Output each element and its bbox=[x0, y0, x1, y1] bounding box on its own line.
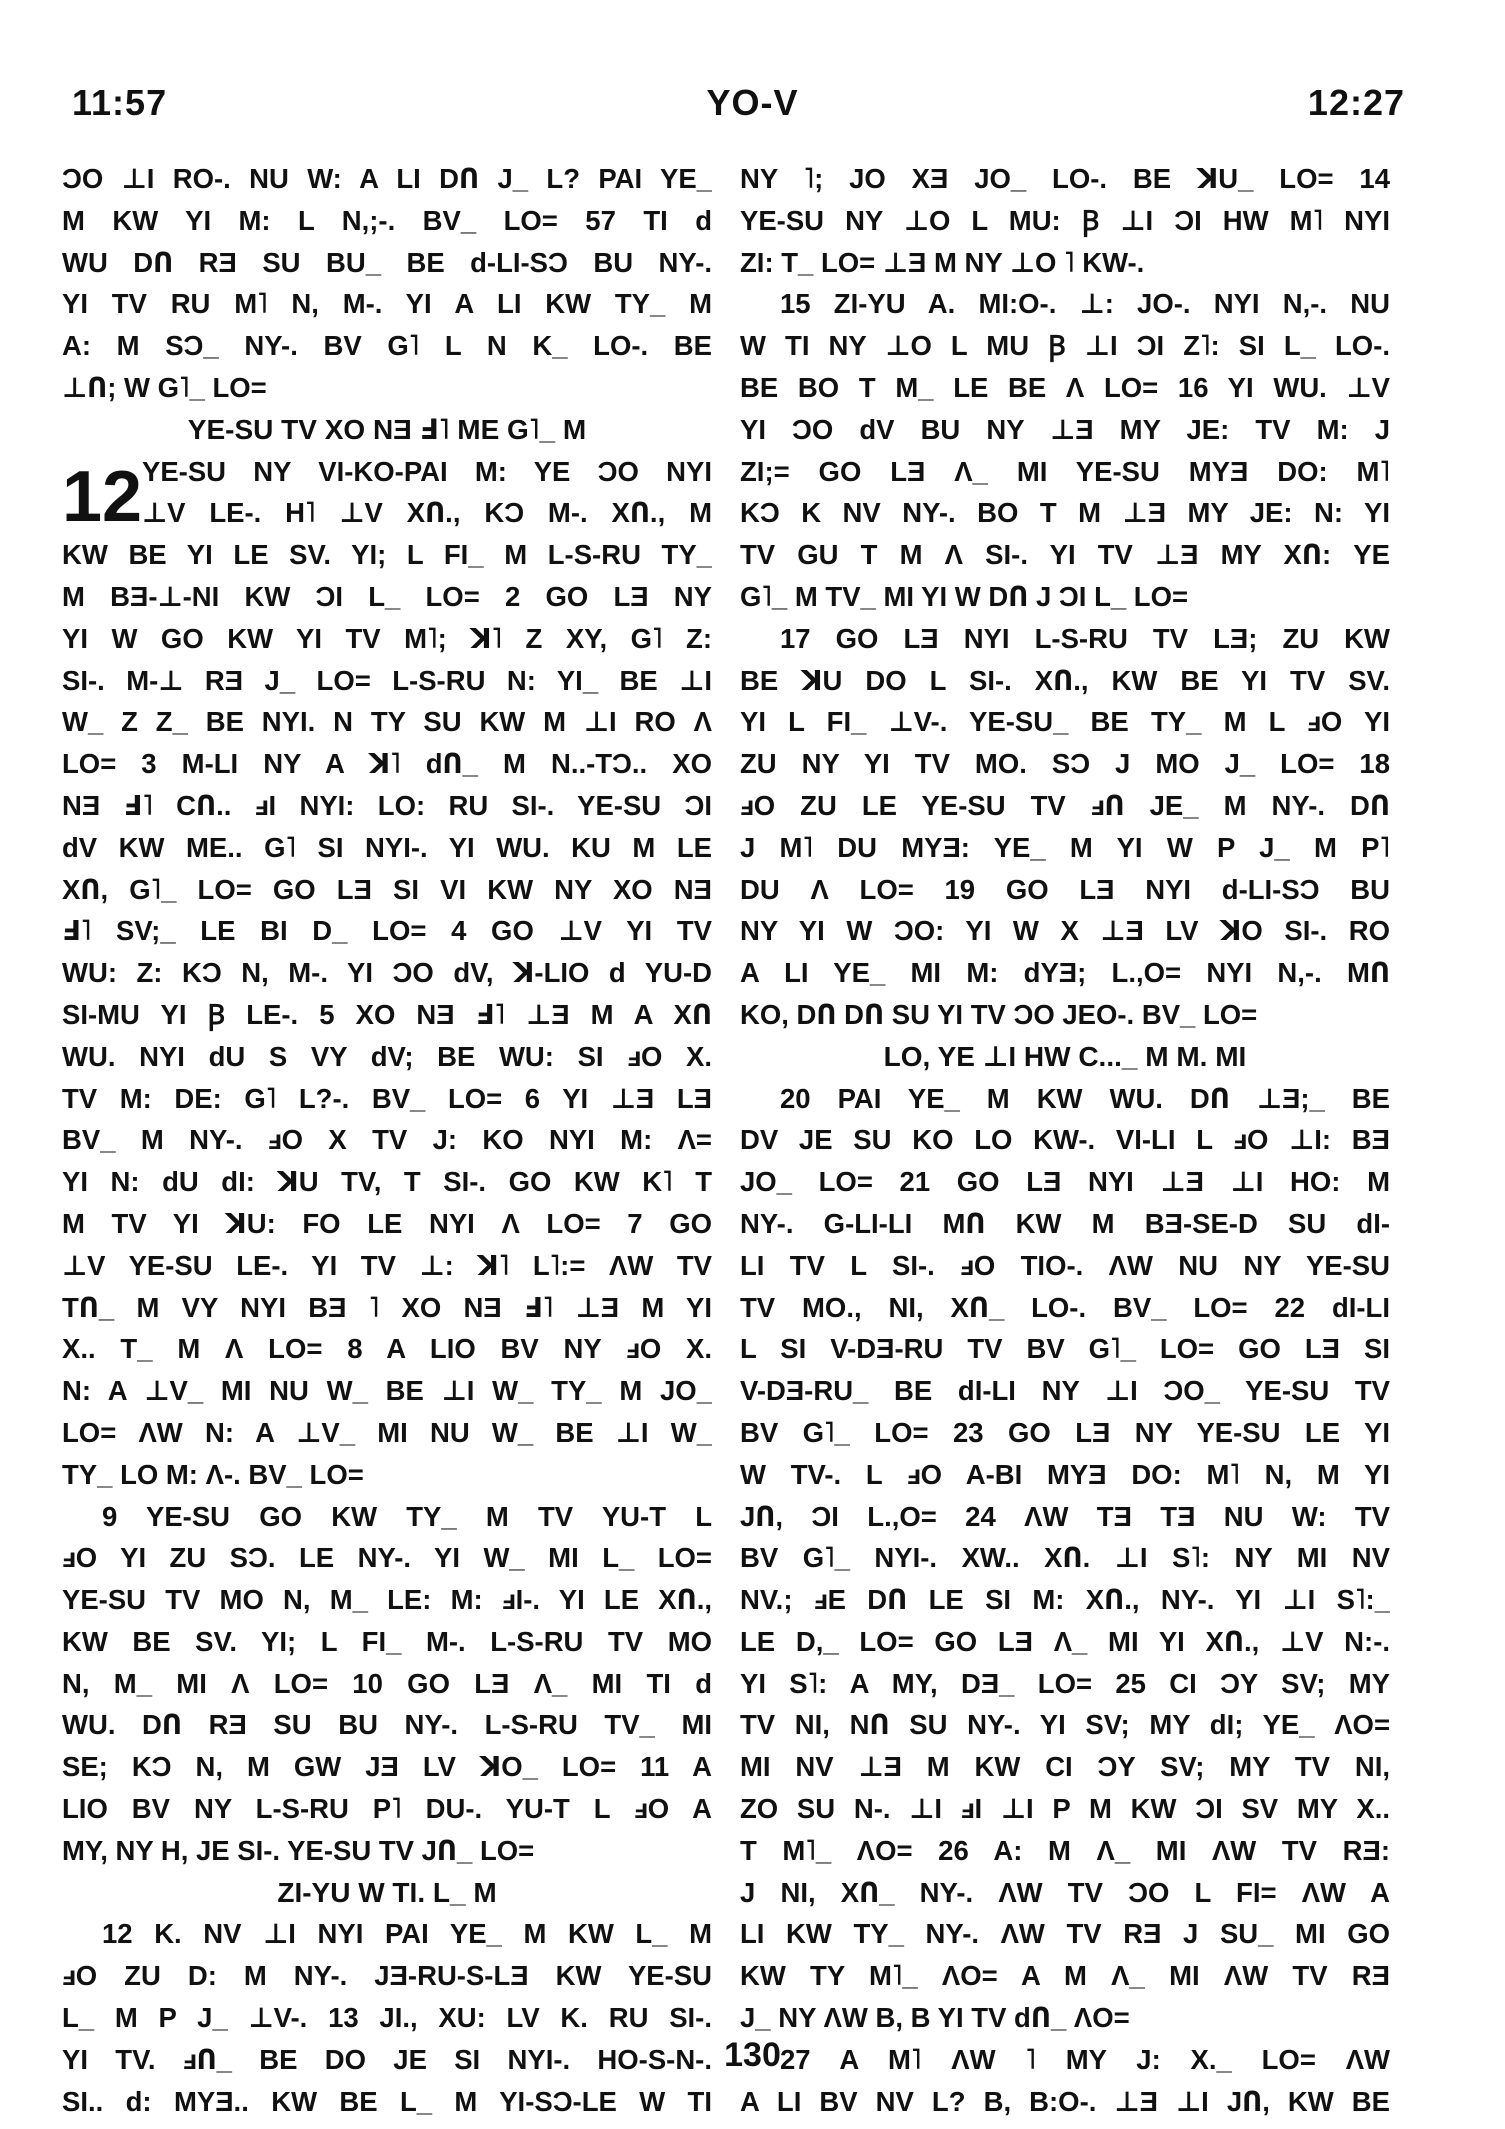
text-line: YI TV. ⅎՈ_ BE DO JE SI NYI-. HO-S-N-. bbox=[62, 2043, 712, 2075]
text-line: KO, DՈ DՈ SU YI TV ƆO JEO-. BV_ LO= bbox=[740, 998, 1258, 1030]
text-line: YI ƆO dV BU NY ⊥Ǝ MY JE: TV M: J bbox=[740, 413, 1390, 445]
text-line: BE ꓘU DO L SI-. XՈ., KW BE YI TV SV. bbox=[740, 664, 1390, 696]
text-line: XՈ, G˥_ LO= GO LƎ SI VI KW NY XO NƎ bbox=[62, 873, 712, 905]
text-line: 15 ZI-YU A. MI:O-. ⊥: JO-. NYI N,-. NU bbox=[780, 288, 1390, 320]
left-block-1 bbox=[62, 158, 712, 409]
text-line: ƆO ⊥I RO-. NU W: A LI DՈ J_ L? PAI YE_ bbox=[62, 163, 712, 194]
text-line: SI-. M-⊥ RƎ J_ LO= L-S-RU N: YI_ BE ⊥I bbox=[62, 664, 712, 696]
text-line: ⊥V LE-. H˥ ⊥V XՈ., KƆ M-. XՈ., M bbox=[142, 497, 712, 529]
text-line: WU DՈ RƎ SU BU_ BE d-LI-SƆ BU NY-. bbox=[62, 246, 712, 278]
text-line: ⊥Ո; W G˥_ LO= bbox=[62, 371, 267, 403]
text-line: N: A ⊥V_ MI NU W_ BE ⊥I W_ TY_ M JO_ bbox=[62, 1375, 712, 1407]
text-line: Ⅎ˥ SV;_ LE BI D_ LO= 4 GO ⊥V YI TV bbox=[62, 915, 712, 947]
text-line: ZU NY YI TV MO. SƆ J MO J_ LO= 18 bbox=[740, 748, 1390, 780]
right-block-4 bbox=[740, 1078, 1390, 2039]
text-line: BE BO T M_ LE BE Λ LO= 16 YI WU. ⊥V bbox=[740, 371, 1390, 403]
chapter-number: 12 bbox=[62, 456, 143, 537]
text-line: TV MO., NI, XՈ_ LO-. BV_ LO= 22 dI-LI bbox=[740, 1291, 1390, 1323]
text-line: TV M: DE: G˥ L?-. BV_ LO= 6 YI ⊥Ǝ LƎ bbox=[62, 1082, 712, 1114]
text-line: L_ M P J_ ⊥V-. 13 JI., XU: LV K. RU SI-. bbox=[62, 2002, 712, 2034]
right-block-3 bbox=[740, 618, 1390, 1036]
text-line: MI NV ⊥Ǝ M KW CI ƆY SV; MY TV NI, bbox=[740, 1751, 1390, 1783]
text-line: YE-SU NY ⊥O L MU: Ꞵ ⊥I ƆI HW M˥ NYI bbox=[740, 204, 1390, 236]
right-block-1 bbox=[740, 158, 1390, 283]
text-line: X.. T_ M Λ LO= 8 A LIO BV NY ⅎO X. bbox=[62, 1333, 712, 1365]
text-line: MY, NY H, JE SI-. YE-SU TV JՈ_ LO= bbox=[62, 1834, 535, 1866]
text-line: WU. NYI dU S VY dV; BE WU: SI ⅎO X. bbox=[62, 1040, 712, 1072]
text-line: 9 YE-SU GO KW TY_ M TV YU-T L bbox=[102, 1500, 712, 1532]
text-line: LI KW TY_ NY-. ΛW TV RƎ J SU_ MI GO bbox=[740, 1918, 1390, 1950]
text-line: M BƎ-⊥-NI KW ƆI L_ LO= 2 GO LƎ NY bbox=[62, 580, 712, 612]
right-block-2 bbox=[740, 283, 1390, 617]
text-line: 20 PAI YE_ M KW WU. DՈ ⊥Ǝ;_ BE bbox=[780, 1082, 1390, 1114]
text-line: YE-SU TV MO N, M_ LE: M: ⅎI-. YI LE XՈ., bbox=[62, 1584, 712, 1616]
text-line: JՈ, ƆI L.,O= 24 ΛW TƎ TƎ NU W: TV bbox=[740, 1500, 1390, 1532]
text-line: LO= ΛW N: A ⊥V_ MI NU W_ BE ⊥I W_ bbox=[62, 1416, 712, 1448]
chapter-start bbox=[62, 451, 712, 535]
text-line: G˥_ M TV_ MI YI W DՈ J ƆI L_ LO= bbox=[740, 580, 1189, 612]
text-line: WU: Z: KƆ N, M-. YI ƆO dV, ꓘ-LIO d YU-D bbox=[62, 957, 712, 989]
text-line: LI TV L SI-. ⅎO TIO-. ΛW NU NY YE-SU bbox=[740, 1249, 1390, 1281]
text-line: ⅎO ZU LE YE-SU TV ⅎՈ JE_ M NY-. DՈ bbox=[740, 789, 1390, 821]
text-line: LE D,_ LO= GO LƎ Λ_ MI YI XՈ., ⊥V N:-. bbox=[740, 1625, 1390, 1657]
chapter-first-lines bbox=[142, 451, 712, 535]
text-line: WU. DՈ RƎ SU BU NY-. L-S-RU TV_ MI bbox=[62, 1709, 712, 1741]
left-block-3 bbox=[62, 1496, 712, 1872]
text-line: LO= 3 M-LI NY A ꓘ˥ dՈ_ M N..-TƆ.. XO bbox=[62, 748, 712, 780]
text-line: A LI BV NV L? B, B:O-. ⊥Ǝ ⊥I JՈ, KW BE bbox=[740, 2085, 1390, 2117]
text-line: L SI V-DƎ-RU TV BV G˥_ LO= GO LƎ SI bbox=[740, 1333, 1390, 1365]
text-line: TV GU T M Λ SI-. YI TV ⊥Ǝ MY XՈ: YE bbox=[740, 539, 1390, 571]
text-line: ZI;= GO LƎ Λ_ MI YE-SU MYƎ DO: M˥ bbox=[740, 455, 1390, 487]
text-line: 27 A M˥ ΛW ˥ MY J: X._ LO= ΛW bbox=[780, 2043, 1390, 2075]
text-line: NY ˥; JO XƎ JO_ LO-. BE ꓘU_ LO= 14 bbox=[740, 163, 1390, 194]
header-left-time: 11:57 bbox=[72, 82, 168, 123]
header-book-title: YO-V bbox=[706, 82, 799, 123]
text-line: TV NI, NՈ SU NY-. YI SV; MY dI; YE_ ΛO= bbox=[740, 1709, 1390, 1741]
right-column bbox=[740, 158, 1390, 2122]
text-line: YI W GO KW YI TV M˥; ꓘ˥ Z XY, G˥ Z: bbox=[62, 622, 712, 654]
text-line: M TV YI ꓘU: FO LE NYI Λ LO= 7 GO bbox=[62, 1207, 712, 1239]
page-number: 130 bbox=[724, 2036, 781, 2074]
text-line: A: M SƆ_ NY-. BV G˥ L N K_ LO-. BE bbox=[62, 330, 712, 362]
text-line: 17 GO LƎ NYI L-S-RU TV LƎ; ZU KW bbox=[780, 622, 1390, 654]
text-line: KW BE SV. YI; L FI_ M-. L-S-RU TV MO bbox=[62, 1625, 712, 1657]
left-block-2 bbox=[62, 534, 712, 1495]
text-line: ⅎO ZU D: M NY-. JƎ-RU-S-LƎ KW YE-SU bbox=[62, 1960, 712, 1992]
left-column bbox=[62, 158, 712, 2122]
text-line: LIO BV NY L-S-RU P˥ DU-. YU-T L ⅎO A bbox=[62, 1793, 712, 1825]
text-line: YI TV RU M˥ N, M-. YI A LI KW TY_ M bbox=[62, 288, 712, 320]
text-line: N, M_ MI Λ LO= 10 GO LƎ Λ_ MI TI d bbox=[62, 1667, 712, 1699]
text-line: YI S˥: A MY, DƎ_ LO= 25 CI ƆY SV; MY bbox=[740, 1667, 1390, 1699]
text-line: KƆ K NV NY-. BO T M ⊥Ǝ MY JE: N: YI bbox=[740, 497, 1390, 529]
text-line: W_ Z Z_ BE NYI. N TY SU KW M ⊥I RO Λ bbox=[62, 706, 712, 738]
text-line: BV_ M NY-. ⅎO X TV J: KO NYI M: Λ= bbox=[62, 1124, 712, 1156]
left-block-4 bbox=[62, 1913, 712, 2122]
text-line: YI N: dU dI: ꓘU TV, T SI-. GO KW K˥ T bbox=[62, 1166, 712, 1198]
text-line: V-DƎ-RU_ BE dI-LI NY ⊥I ƆO_ YE-SU TV bbox=[740, 1375, 1390, 1407]
text-line: dV KW ME.. G˥ SI NYI-. YI WU. KU M LE bbox=[62, 831, 712, 863]
text-line: ⅎO YI ZU SƆ. LE NY-. YI W_ MI L_ LO= bbox=[62, 1542, 712, 1574]
text-line: NƎ Ⅎ˥ CՈ.. ⅎI NYI: LO: RU SI-. YE-SU ƆI bbox=[62, 789, 712, 821]
text-line: J M˥ DU MYƎ: YE_ M YI W P J_ M P˥ bbox=[740, 831, 1390, 863]
text-line: A LI YE_ MI M: dYƎ; L.,O= NYI N,-. MՈ bbox=[740, 957, 1390, 989]
text-line: KW TY M˥_ ΛO= A M Λ_ MI ΛW TV RƎ bbox=[740, 1960, 1390, 1992]
text-line: ZO SU N-. ⊥I ⅎI ⊥I P M KW ƆI SV MY X.. bbox=[740, 1793, 1390, 1825]
text-line: JO_ LO= 21 GO LƎ NYI ⊥Ǝ ⊥I HO: M bbox=[740, 1166, 1390, 1198]
text-line: SI-MU YI Ꞵ LE-. 5 XO NƎ Ⅎ˥ ⊥Ǝ M A XՈ bbox=[62, 998, 712, 1030]
text-line: NY YI W ƆO: YI W X ⊥Ǝ LV ꓘO SI-. RO bbox=[740, 915, 1390, 947]
text-line: DV JE SU KO LO KW-. VI-LI L ⅎO ⊥I: BƎ bbox=[740, 1124, 1390, 1156]
section-heading-2: ZI-YU W TI. L_ M bbox=[277, 1876, 497, 1908]
text-line: DU Λ LO= 19 GO LƎ NYI d-LI-SƆ BU bbox=[740, 873, 1390, 905]
section-heading-1: YE-SU TV XO NƎ Ⅎ˥ ME G˥_ M bbox=[187, 413, 587, 445]
text-line: M KW YI M: L N,;-. BV_ LO= 57 TI d bbox=[62, 204, 712, 236]
text-line: YI L FI_ ⊥V-. YE-SU_ BE TY_ M L ⅎO YI bbox=[740, 706, 1390, 738]
text-line: SI.. d: MYƎ.. KW BE L_ M YI-SƆ-LE W TI bbox=[62, 2085, 712, 2117]
header-right-time: 12:27 bbox=[1307, 82, 1405, 123]
text-line: NY-. G-LI-LI MՈ KW M BƎ-SE-D SU dI- bbox=[740, 1207, 1390, 1239]
section-heading-3: LO, YE ⊥I HW C..._ M M. MI bbox=[883, 1040, 1247, 1072]
text-line: BV G˥_ NYI-. XW.. XՈ. ⊥I S˥: NY MI NV bbox=[740, 1542, 1390, 1574]
text-line: ZI: T_ LO= ⊥Ǝ M NY ⊥O ˥ KW-. bbox=[740, 246, 1145, 278]
text-line: J NI, XՈ_ NY-. ΛW TV ƆO L FI= ΛW A bbox=[740, 1876, 1390, 1908]
text-line: J_ NY ΛW B, B YI TV dՈ_ ΛO= bbox=[740, 2002, 1130, 2034]
text-line: W TV-. L ⅎO A-BI MYƎ DO: M˥ N, M YI bbox=[740, 1458, 1390, 1490]
text-line: BV G˥_ LO= 23 GO LƎ NY YE-SU LE YI bbox=[740, 1416, 1390, 1448]
text-line: T M˥_ ΛO= 26 A: M Λ_ MI ΛW TV RƎ: bbox=[740, 1834, 1390, 1866]
text-line: NV.; ⅎE DՈ LE SI M: XՈ., NY-. YI ⊥I S˥:_ bbox=[740, 1584, 1390, 1616]
text-line: SE; KƆ N, M GW JƎ LV ꓘO_ LO= 11 A bbox=[62, 1751, 712, 1783]
text-line: YE-SU NY VI-KO-PAI M: YE ƆO NYI bbox=[142, 455, 712, 487]
text-line: W TI NY ⊥O L MU Ꞵ ⊥I ƆI Z˥: SI L_ LO-. bbox=[740, 330, 1390, 362]
text-line: TY_ LO M: Λ-. BV_ LO= bbox=[62, 1458, 364, 1490]
text-line: 12 K. NV ⊥I NYI PAI YE_ M KW L_ M bbox=[102, 1918, 712, 1950]
text-line: KW BE YI LE SV. YI; L FI_ M L-S-RU TY_ bbox=[62, 539, 712, 571]
text-line: TՈ_ M VY NYI BƎ ˥ XO NƎ Ⅎ˥ ⊥Ǝ M YI bbox=[62, 1291, 712, 1323]
text-line: ⊥V YE-SU LE-. YI TV ⊥: ꓘ˥ L˥:= ΛW TV bbox=[62, 1249, 712, 1281]
